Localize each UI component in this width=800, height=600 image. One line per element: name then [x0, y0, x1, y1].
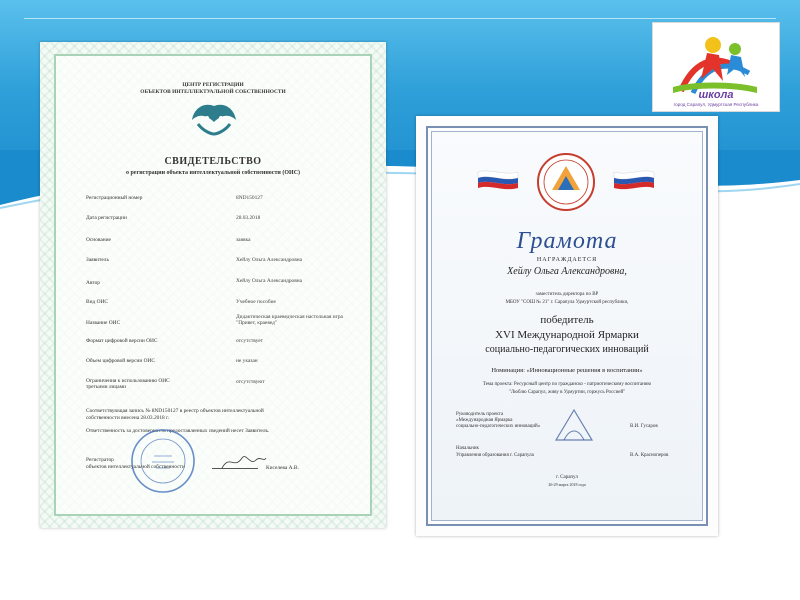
issue-place: г. Сарапул	[556, 475, 578, 480]
project-topic-line1: Тема проекта: Ресурсный центр по гражданско - патриотическому воспитанию	[482, 382, 652, 387]
issue-date: 26-29 марта 2018 года	[548, 482, 586, 487]
field-value: не указан	[236, 358, 258, 364]
signer2-name: В.А. Красноперов	[630, 453, 669, 458]
registry-note-line1: Соответствующая запись № 8ND150127 в реестр объектов интеллектуальной	[86, 408, 264, 414]
winner-label: победитель	[540, 314, 594, 326]
round-stamp-icon	[128, 426, 198, 496]
diploma-title: Грамота	[516, 228, 618, 254]
fair-emblem-icon	[534, 150, 598, 214]
awarded-label: НАГРАЖДАЕТСЯ	[536, 257, 598, 263]
field-label: Ограничения к использованию ОИС третьими лицами	[86, 378, 170, 391]
recipient-position-line2: МБОУ "СОШ № 21" г. Сарапула Удмуртской республики,	[505, 300, 629, 305]
field-value: отсутствует	[236, 338, 263, 344]
signer1-title-line1: Руководитель проекта	[456, 412, 504, 417]
recipient-name: Хейлу Ольга Александровна,	[507, 266, 627, 277]
signer1-title-line2: «Международная Ярмарка	[456, 418, 513, 423]
school-logo	[652, 22, 780, 112]
cert-header-line1: ЦЕНТР РЕГИСТРАЦИИ	[182, 82, 244, 88]
field-value: Хейлу Ольга Александровна	[236, 278, 303, 284]
russian-flag-right-icon	[612, 168, 656, 190]
signer2-title-line2: Управления образования г. Сарапула	[456, 453, 534, 458]
responsibility-note: Ответственность за достоверность предоставленных сведений несет Заявитель.	[86, 428, 270, 434]
registrar-label-line2: объектов интеллектуальной собственности	[86, 464, 185, 470]
russian-flag-left-icon	[476, 168, 520, 190]
registrar-name: Киселева А.В.	[266, 465, 299, 471]
field-label: Автор	[86, 280, 100, 286]
field-label: Заявитель	[86, 257, 109, 263]
recipient-position-line1: заместитель директора по ВР	[535, 292, 599, 297]
handwritten-signature	[220, 450, 268, 472]
registrar-label-line1: Регистратор	[86, 457, 114, 463]
field-value: 8ND150127	[236, 195, 263, 201]
field-label: Регистрационный номер	[86, 195, 143, 201]
logo-word: школа	[698, 89, 734, 101]
signer1-name: В.И. Гусаров	[630, 424, 658, 429]
field-value: 28.03.2018	[236, 215, 261, 221]
field-value: Учебное пособие	[236, 299, 276, 305]
field-value: отсутствуют	[236, 379, 265, 385]
signer1-title-line3: социально-педагогических инноваций»	[456, 424, 541, 429]
field-label: Дата регистрации	[86, 215, 127, 221]
emblem-stamp-icon	[552, 406, 596, 446]
project-topic-line2: "Люблю Сарапул, живу в Удмуртии, горжусь Россией"	[508, 390, 626, 395]
frame-line	[24, 18, 776, 19]
field-value: Дидактическая краеведческая настольная игра "Привет, краевед"	[236, 314, 343, 327]
nomination: Номинация: «Инновационные решения в воспитании»	[491, 367, 643, 374]
signer2-title-line1: Начальник	[456, 446, 479, 451]
registry-note-line2: собственности внесена 28.03.2018 г.	[86, 415, 170, 421]
event-name-line2: социально-педагогических инноваций	[485, 344, 649, 355]
award-diploma	[416, 116, 718, 536]
field-value: заявка	[236, 237, 251, 243]
field-label: Объем цифровой версии ОИС	[86, 358, 156, 364]
field-label: Вид ОИС	[86, 299, 108, 305]
field-label: Основание	[86, 237, 111, 243]
cert-subtitle: о регистрации объекта интеллектуальной собственности (ОИС)	[125, 170, 301, 176]
field-label: Формат цифровой версии ОИС	[86, 338, 158, 344]
field-label: Название ОИС	[86, 320, 121, 326]
field-value: Хейлу Ольга Александровна	[236, 257, 303, 263]
registration-certificate	[40, 42, 386, 528]
cert-header-line2: ОБЪЕКТОВ ИНТЕЛЛЕКТУАЛЬНОЙ СОБСТВЕННОСТИ	[140, 89, 286, 95]
cert-title: СВИДЕТЕЛЬСТВО	[164, 156, 262, 167]
owl-emblem-icon	[188, 98, 240, 142]
event-name-line1: XVI Международной Ярмарки	[495, 329, 639, 341]
logo-subtitle: город Сарапул, Удмуртская Республика	[673, 102, 759, 107]
